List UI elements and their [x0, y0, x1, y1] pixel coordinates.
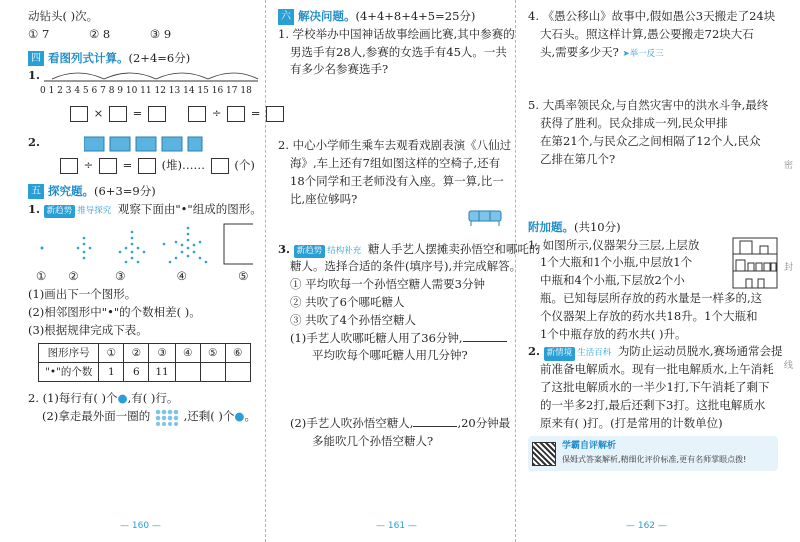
question-text: 1. 学校举办中国神话故事绘画比赛,其中参赛的: [278, 26, 515, 41]
table-cell: ③: [149, 343, 175, 362]
question-text: 为防止运动员脱水,赛场通常会提: [617, 344, 783, 359]
answer-box[interactable]: [70, 106, 88, 122]
qr-text: 保姆式答案解析,精细化评价标准,更有名师掌眼点拨!: [562, 455, 747, 465]
shelf-figure: [732, 237, 778, 289]
question-number: 2.: [528, 344, 541, 359]
figure-labels: [36, 268, 255, 286]
type-badge: 推导探究: [77, 205, 112, 216]
table-cell: ⑤: [200, 343, 225, 362]
section-header: [28, 183, 255, 201]
table-header: "•"的个数: [39, 362, 99, 381]
figure-label: ①: [36, 269, 47, 284]
condition: ③ 共吹了4个孙悟空糖人: [290, 312, 416, 327]
table-header: 图形序号: [39, 343, 99, 362]
section-title: 附加题。: [528, 219, 574, 234]
binding-mark: 封: [782, 262, 792, 271]
number-line-ticks: 0 1 2 3 4 5 6 7 8 9 10 11 12 13 14 15 16 17 18: [40, 86, 252, 97]
page-number: — 162 —: [626, 521, 667, 532]
condition: ① 平均吹每一个孙悟空糖人需要3分钟: [290, 277, 485, 292]
section-title: 看图列式计算。: [48, 50, 129, 65]
question-text: 瓶。已知每层所存放的药水量是一样多的,这: [540, 290, 763, 305]
question: [528, 343, 783, 361]
answer-boxes: ÷ = (堆)…… (个): [58, 157, 255, 175]
section-score: (6+3=9分): [94, 183, 156, 198]
binding-mark: 线: [782, 360, 792, 369]
question-text: 的一半多2打,最后还剩下3打。这批电解质水: [540, 397, 766, 412]
question-text: 乙排在第几个?: [540, 151, 616, 166]
type-badge: 结构补充: [327, 245, 362, 256]
figure-label: ④: [176, 269, 187, 284]
table-row: [39, 343, 251, 362]
question-text: 原来有( )打。(打是常用的计数单位): [540, 415, 723, 430]
question: [28, 201, 262, 219]
table-cell[interactable]: [225, 362, 250, 381]
sub-question: [290, 415, 511, 433]
dot-pattern-figure: [28, 222, 253, 268]
sub-question: (3)根据规律完成下表。: [28, 322, 148, 337]
answer-box[interactable]: [99, 158, 117, 174]
question: [540, 44, 778, 62]
question: (2)拿走最外面一圈的 ,还剩( )个●。: [42, 408, 255, 426]
answer-box[interactable]: [148, 106, 166, 122]
extra-question-1: [528, 237, 778, 344]
answer-boxes: × = ÷ =: [68, 105, 255, 123]
question-text: 有多少名参赛选手?: [290, 62, 389, 77]
question-text: 观察下面由"•"组成的图形。: [117, 201, 262, 216]
table-cell: 6: [124, 362, 149, 381]
question-text: 了这批电解质水的一半少1打,下午消耗了剩下: [540, 380, 770, 394]
table-cell: 1: [99, 362, 124, 381]
circle-icon: ●: [117, 391, 128, 406]
option[interactable]: ③ 9: [149, 26, 172, 41]
options-row: [28, 26, 255, 44]
section-score: (2+4=6分): [128, 50, 191, 65]
section-score: (4+4+8+4+5=25分): [355, 9, 476, 23]
table-cell: ⑥: [225, 343, 250, 362]
sub-question: [290, 330, 507, 348]
question: [278, 241, 541, 259]
question-text: (2)拿走最外面一圈的: [42, 409, 151, 424]
figure-label: ③: [115, 269, 126, 284]
answer-box[interactable]: [109, 106, 127, 122]
page-number: — 161 —: [376, 521, 417, 532]
question-text: 前准备电解质水。现有一批电解质水,上午消耗: [540, 362, 774, 377]
sub-question: (1)画出下一个图形。: [28, 287, 137, 302]
question-text: 男选手有28人,参赛的女选手有45人。一共: [290, 44, 507, 59]
related-link[interactable]: ➤举一反三: [622, 48, 664, 59]
type-badge: 生活百科: [577, 348, 612, 359]
unit-text: (个): [234, 158, 255, 172]
sub-question-text: (1)手艺人吹哪吒糖人用了36分钟,: [290, 330, 463, 345]
table-row: [39, 362, 251, 381]
question-text: 大石头。照这样计算,愚公要搬走72块大石: [540, 26, 754, 41]
sub-question-text: 多能吹几个孙悟空糖人?: [312, 434, 434, 448]
question-number: 1.: [28, 68, 41, 83]
figure-label: ⑤: [238, 269, 249, 284]
question-text: 18个同学和王老师没有入座。算一算,比一: [290, 173, 504, 188]
condition: ② 共吹了6个哪吒糖人: [290, 294, 405, 309]
option[interactable]: ② 8: [88, 26, 111, 41]
question-text: 个仪器架上存放的药水共18升。1个大瓶和: [540, 308, 758, 323]
column-right: [515, 0, 800, 542]
circle-icon: ●: [234, 409, 245, 424]
question-number: 3.: [278, 241, 291, 256]
section-title: 探究题。: [48, 183, 94, 198]
question-number: 2.: [28, 135, 41, 149]
sub-question-text: 平均吹每个哪吒糖人用几分钟?: [312, 348, 468, 363]
answer-box[interactable]: [188, 106, 206, 122]
table-cell: ④: [175, 343, 200, 362]
cubes-figure: [84, 133, 224, 153]
question: [28, 133, 255, 153]
table-cell: ①: [99, 343, 124, 362]
unit-text: (堆)……: [161, 158, 206, 172]
question-text: 在第21个,与民众乙之间相隔了12个人,民众: [540, 134, 761, 149]
question-text: 1个中瓶存放的药水共( )升。: [540, 326, 687, 341]
q-line: 动钻头( )次。: [28, 9, 99, 23]
question-text: 1个大瓶和1个小瓶,中层放1个: [540, 255, 693, 270]
figure-label: ②: [68, 269, 79, 284]
answer-box[interactable]: [138, 158, 156, 174]
question-text: 4. 《愚公移山》故事中,假如愚公3天搬走了24块: [528, 9, 776, 23]
section-header: [278, 8, 507, 26]
table-cell[interactable]: [200, 362, 225, 381]
qr-code-icon[interactable]: [532, 442, 556, 466]
section-number: 六: [278, 9, 294, 25]
sub-question-text: (2)手艺人吹孙悟空糖人,: [290, 416, 414, 431]
qr-banner[interactable]: [528, 436, 778, 470]
answer-box[interactable]: [60, 158, 78, 174]
section-title: 解决问题。: [298, 9, 356, 23]
question-text: 比,座位够吗?: [290, 191, 358, 206]
answer-blank[interactable]: [463, 331, 507, 342]
question-text: ,有( )行。: [127, 391, 179, 406]
option[interactable]: ① 7: [28, 26, 50, 41]
question-text: 5. 大禹率领民众,与自然灾害中的洪水斗争,最终: [528, 98, 769, 113]
question-text: 获得了胜利。民众排成一列,民众甲排: [540, 116, 728, 131]
sub-question-text: ,20分钟最: [457, 416, 511, 431]
drawing-area: [224, 224, 253, 264]
question-text: ,还剩( )个: [183, 409, 235, 424]
question: [28, 390, 255, 408]
qr-title: 学霸自评解析: [562, 441, 617, 452]
table-cell[interactable]: [175, 362, 200, 381]
pattern-table: [38, 343, 251, 383]
sub-question: (2)相邻图形中"•"的个数相差( )。: [28, 305, 201, 320]
question-text: 2. 中心小学师生乘车去观看戏剧表演《八仙过: [278, 138, 512, 153]
question-text: 1. 如图所示,仪器架分三层,上层放: [528, 237, 700, 252]
section-score: (共10分): [574, 219, 621, 234]
trend-badge: 新趋势: [44, 205, 76, 218]
column-left: [0, 0, 265, 542]
answer-box[interactable]: [211, 158, 229, 174]
answer-box[interactable]: [227, 106, 245, 122]
section-header: [528, 219, 778, 237]
section-number: 五: [28, 184, 44, 200]
question-text: 海》,车上还有7组如图这样的空椅子,还有: [290, 156, 501, 171]
question-text: 中瓶和4个小瓶,下层放2个小: [540, 273, 685, 288]
section-number: 四: [28, 51, 44, 67]
answer-blank[interactable]: [413, 416, 457, 427]
circle-grid-figure: [154, 408, 180, 426]
table-cell: ②: [124, 343, 149, 362]
bench-figure: [468, 209, 502, 227]
trend-badge: 新趋势: [294, 245, 326, 258]
page-number: — 160 —: [120, 521, 161, 532]
trend-badge: 新情境: [544, 347, 576, 360]
section-header: [28, 50, 255, 68]
question-text: 头,需要多少天?: [540, 44, 619, 59]
binding-mark: 密: [782, 160, 792, 169]
question-text: 糖人手艺人摆摊卖孙悟空和哪吒的: [367, 241, 541, 256]
column-middle: [265, 0, 541, 542]
question-number: 1.: [28, 201, 41, 216]
question-text: 糖人。选择合适的条件(填序号),并完成解答。: [290, 259, 522, 274]
table-cell: 11: [149, 362, 175, 381]
question-text: 2. (1)每行有( )个: [28, 391, 118, 406]
